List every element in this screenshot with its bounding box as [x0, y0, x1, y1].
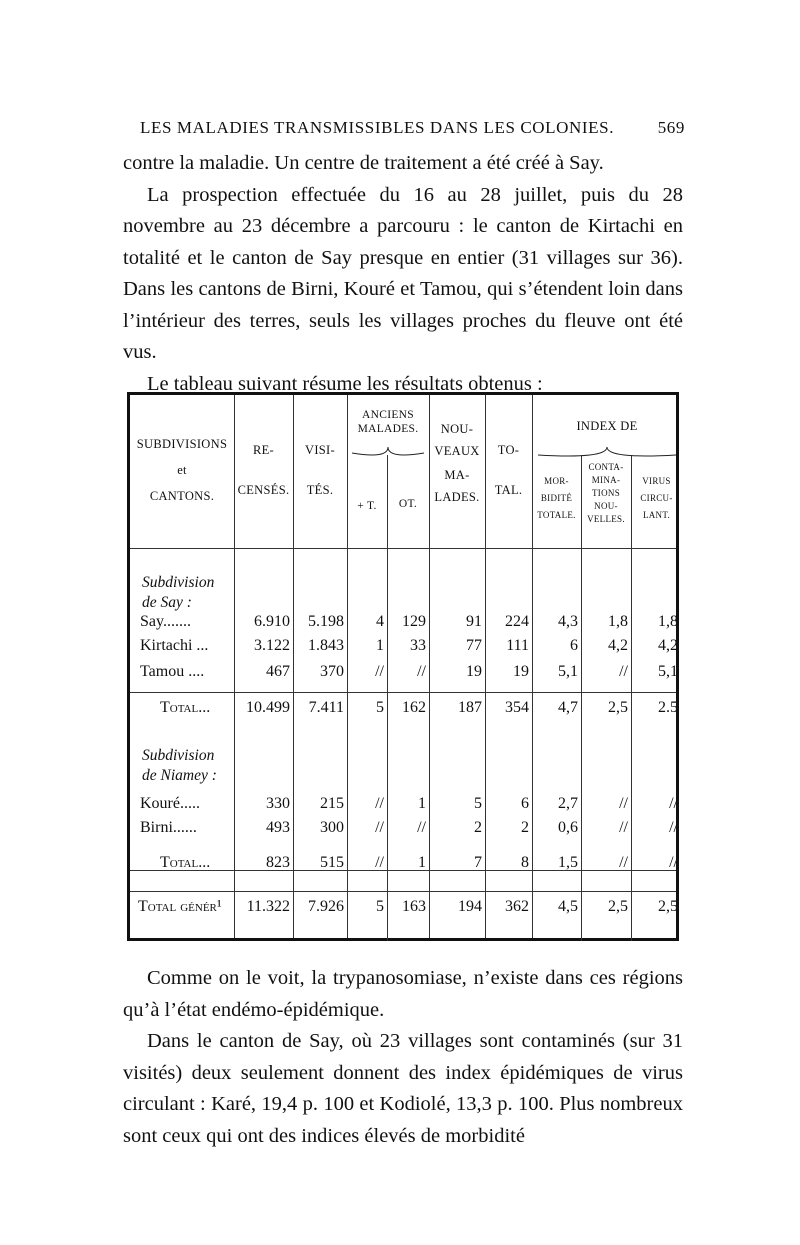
results-table: [127, 392, 679, 941]
header-nouveaux: NOU- VEAUX MA- LADES.: [434, 422, 480, 504]
paragraph: Comme on le voit, la trypanosomiase, n’existe dans ces régions qu’à l’état endémo-épidémique.: [123, 967, 683, 1021]
table-cell: 4,7: [558, 699, 578, 716]
row-label: Say.......: [140, 613, 191, 630]
table-cell: 330: [266, 795, 290, 812]
table-cell: 215: [320, 795, 344, 812]
header-virus: VIRUS CIRCU- LANT.: [640, 476, 673, 520]
table-cell: 19: [513, 663, 529, 680]
table-cell: 7.926: [308, 898, 344, 915]
table-cell: 129: [402, 613, 426, 630]
table-cell: 163: [402, 898, 426, 915]
header-braces: [130, 395, 682, 555]
table-cell: 1: [418, 795, 426, 812]
table-cell: 11.322: [246, 898, 290, 915]
table-cell: 5: [474, 795, 482, 812]
header-title: LES MALADIES TRANSMISSIBLES DANS LES COLONIES.: [140, 118, 615, 137]
table-cell: 1,8: [658, 613, 678, 630]
header-anciens: ANCIENS MALADES.: [357, 409, 419, 435]
table-cell: 2,5: [658, 898, 678, 915]
table-cell: 33: [410, 637, 426, 654]
table-cell: 7.411: [308, 699, 344, 716]
table-cell: //: [669, 854, 678, 871]
table-cell: 362: [505, 898, 529, 915]
header-index: INDEX DE: [576, 419, 638, 433]
table-cell: 4,2: [608, 637, 628, 654]
header-total: TO- TAL.: [494, 443, 523, 497]
table-cell: 2.5: [658, 699, 678, 716]
table-cell: 194: [458, 898, 482, 915]
table-cell: 3.122: [254, 637, 290, 654]
table-cell: 224: [505, 613, 529, 630]
table-cell: //: [375, 819, 384, 836]
table-cell: 823: [266, 854, 290, 871]
paragraph: La prospection effectuée du 16 au 28 juillet, puis du 28 novembre au 23 décembre a parcouru : le canton de Kirtachi en totalité et le canton de Say presque en entier (31 villages sur 36). Dans les cantons de Birni, Kouré et Tamou, qui s’étendent loin dans l’intérieur des terres, seuls les villages proches du fleuve ont été vus.: [123, 183, 683, 363]
table-cell: //: [669, 819, 678, 836]
table-cell: 4,5: [558, 898, 578, 915]
table-cell: 300: [320, 819, 344, 836]
table-cell: 1: [418, 854, 426, 871]
table-cell: 77: [466, 637, 482, 654]
header-anciens-t: + T.: [357, 500, 377, 512]
header-anciens-ot: OT.: [398, 498, 418, 510]
table-cell: 2,7: [558, 795, 578, 812]
header-contaminations: CONTA- MINA- TIONS NOU- VELLES.: [587, 462, 625, 524]
table-cell: //: [619, 663, 628, 680]
row-label: Birni......: [140, 819, 197, 836]
table-cell: //: [669, 795, 678, 812]
table-cell: 6.910: [254, 613, 290, 630]
running-header: [140, 118, 685, 138]
table-cell: 4,2: [658, 637, 678, 654]
text-bottom: [123, 963, 683, 1152]
row-label: Total...: [160, 854, 211, 871]
table-cell: 370: [320, 663, 344, 680]
table-cell: 187: [458, 699, 482, 716]
table-cell: 8: [521, 854, 529, 871]
table-cell: 5: [376, 699, 384, 716]
row-label: Total génér¹: [138, 898, 222, 915]
paragraph: Le tableau suivant résume les résultats obtenus :: [147, 372, 543, 395]
table-cell: 2,5: [608, 898, 628, 915]
table-cell: //: [375, 854, 384, 871]
table-cell: 2: [474, 819, 482, 836]
table-cell: 354: [505, 699, 529, 716]
table-cell: 467: [266, 663, 290, 680]
table-cell: 515: [320, 854, 344, 871]
row-label: Tamou ....: [140, 663, 205, 680]
table-cell: //: [619, 854, 628, 871]
page-number: 569: [657, 118, 685, 137]
table-cell: 4,3: [558, 613, 578, 630]
header-subdivisions: SUBDIVISIONS et CANTONS.: [136, 437, 228, 503]
table-cell: 5,1: [558, 663, 578, 680]
row-label: Kirtachi ...: [140, 637, 209, 654]
table-cell: //: [375, 663, 384, 680]
row-label: Total...: [160, 699, 211, 716]
table-cell: 1.843: [308, 637, 344, 654]
row-label: Kouré.....: [140, 795, 200, 812]
table-cell: 5,1: [658, 663, 678, 680]
table-cell: 1,5: [558, 854, 578, 871]
table-cell: 4: [376, 613, 384, 630]
table-cell: 2,5: [608, 699, 628, 716]
table-cell: 1: [376, 637, 384, 654]
table-cell: 1,8: [608, 613, 628, 630]
table-cell: 19: [466, 663, 482, 680]
table-cell: 162: [402, 699, 426, 716]
table-cell: 493: [266, 819, 290, 836]
table-cell: 6: [521, 795, 529, 812]
table-cell: //: [619, 795, 628, 812]
table-cell: 5.198: [308, 613, 344, 630]
paragraph: Dans le canton de Say, où 23 villages sont contaminés (sur 31 visités) deux seulement donnent des index épidémiques de virus circulant : Karé, 19,4 p. 100 et Kodiolé, 13,3 p. 100. Plus nombreux sont ceux qui ont des indices élevés de morbidité: [123, 1030, 683, 1147]
table-cell: 0,6: [558, 819, 578, 836]
table-cell: 2: [521, 819, 529, 836]
header-recenses: RE- CENSÉS.: [237, 443, 290, 497]
table-cell: //: [619, 819, 628, 836]
table-cell: //: [417, 663, 426, 680]
text-top: [123, 148, 683, 400]
table-cell: 5: [376, 898, 384, 915]
header-morbidite: MOR- BIDITÉ TOTALE.: [537, 476, 576, 520]
header-visites: VISI- TÉS.: [305, 443, 335, 497]
table-cell: //: [375, 795, 384, 812]
subdivision-say-title: Subdivision de Say :: [142, 574, 215, 611]
subdivision-niamey-title: Subdivision de Niamey :: [142, 747, 217, 784]
table-cell: 91: [466, 613, 482, 630]
table-cell: 10.499: [246, 699, 290, 716]
table-cell: //: [417, 819, 426, 836]
table-cell: 111: [506, 637, 529, 654]
table-cell: 7: [474, 854, 482, 871]
table-cell: 6: [570, 637, 578, 654]
paragraph: contre la maladie. Un centre de traitement a été créé à Say.: [123, 152, 604, 174]
